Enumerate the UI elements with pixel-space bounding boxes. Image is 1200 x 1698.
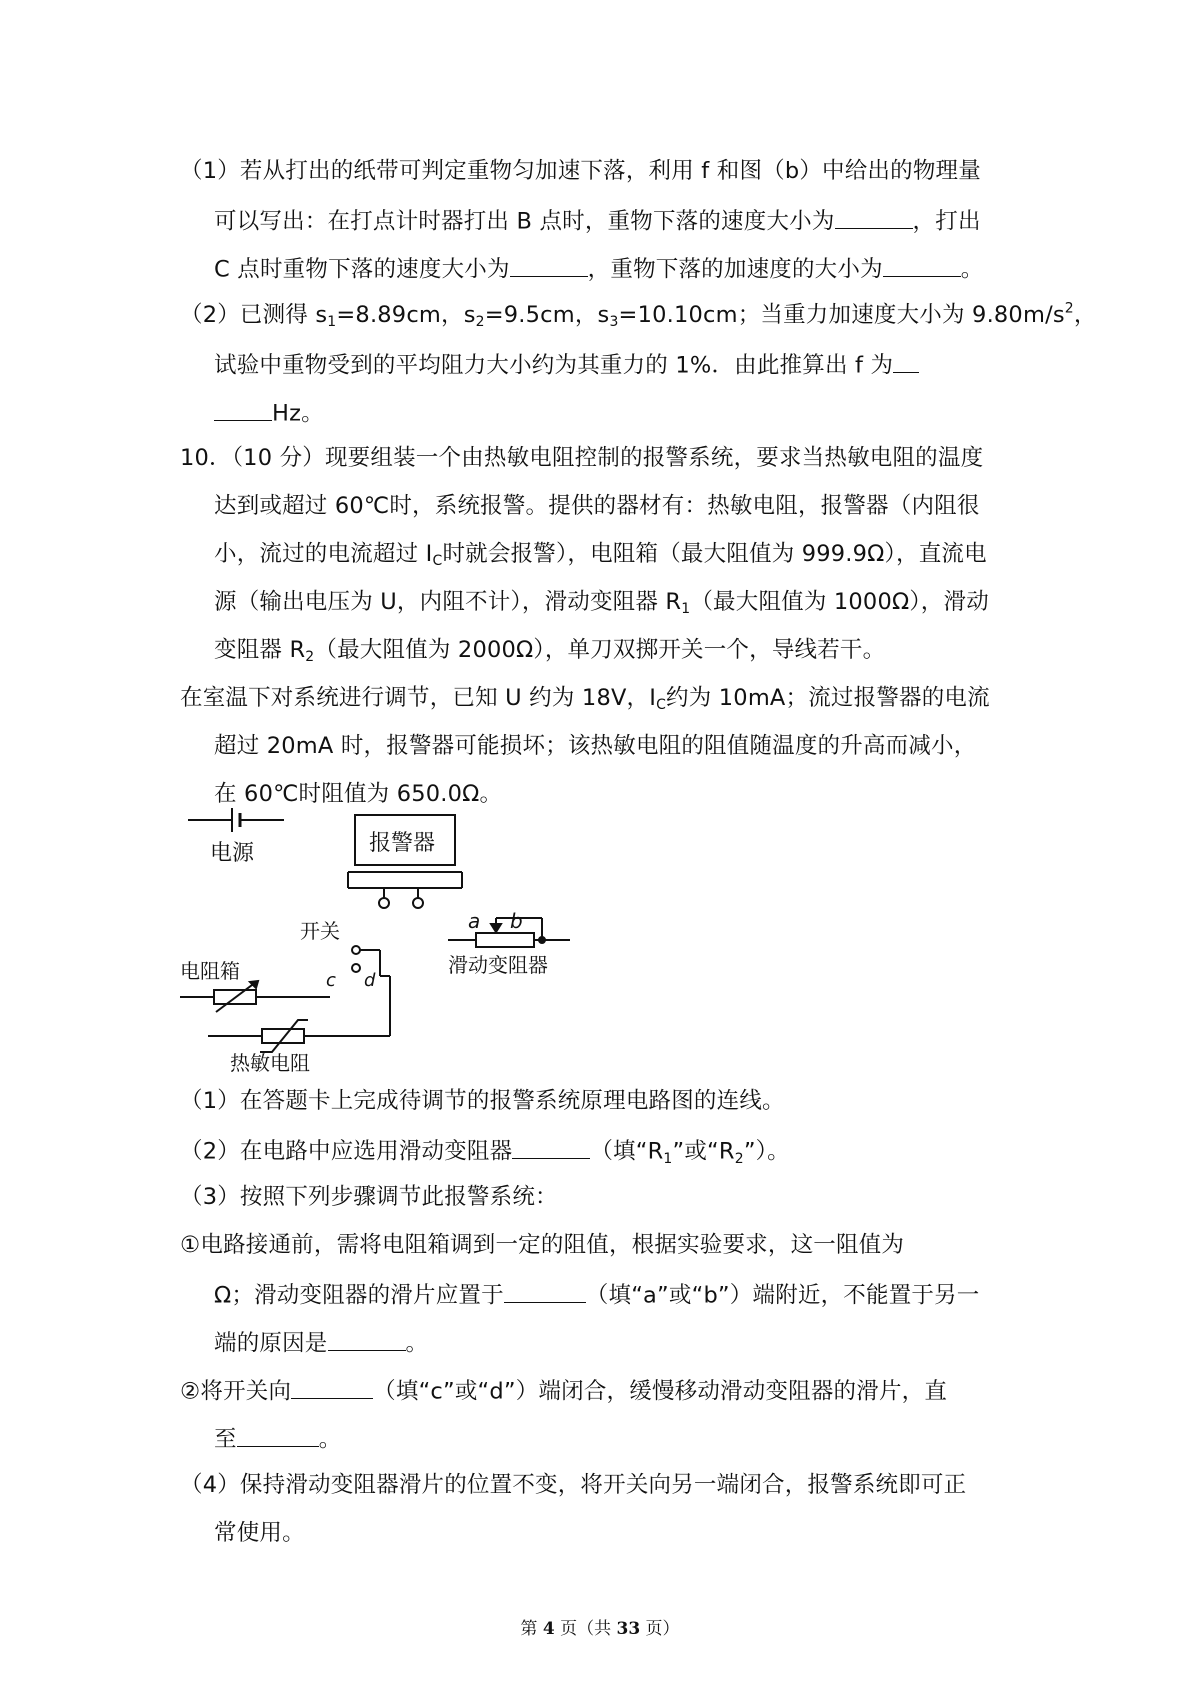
switch-d-label: d	[364, 970, 376, 991]
power-source-symbol	[188, 808, 284, 832]
q10-conditions-line2: 超过 20mA 时，报警器可能损坏；该热敏电阻的阻值随温度的升高而减小，	[214, 733, 977, 759]
q9-p1-line1: （1）若从打出的纸带可判定重物匀加速下落，利用 f 和图（b）中给出的物理量	[180, 158, 981, 184]
q10-s4-line2: 常使用。	[214, 1520, 305, 1546]
answer-blank[interactable]	[883, 252, 961, 277]
q10-step1-line2: Ω；滑动变阻器的滑片应置于 （填“a”或“b”）端附近，不能置于另一	[214, 1278, 980, 1311]
q10-intro-line3: 小，流过的电流超过 $I_C$时就会报警），电阻箱（最大阻值为 999.9Ω），直流电	[214, 541, 987, 570]
answer-blank[interactable]	[510, 252, 588, 277]
q10-s3: （3）按照下列步骤调节此报警系统：	[180, 1184, 558, 1210]
answer-blank[interactable]	[291, 1374, 373, 1399]
q10-conditions-line3: 在 60℃时阻值为 650.0Ω。	[214, 781, 503, 807]
page-number: 4	[542, 1619, 555, 1639]
q10-intro-line5: 变阻器 $R_2$（最大阻值为 2000Ω），单刀双掷开关一个，导线若干。	[214, 637, 886, 666]
q10-intro-line4: 源（输出电压为 U，内阻不计），滑动变阻器 $R_1$（最大阻值为 1000Ω），滑动	[214, 589, 989, 618]
thermistor-label: 热敏电阻	[230, 1051, 310, 1075]
terminal-a-label: a	[468, 909, 481, 933]
answer-blank[interactable]	[504, 1278, 586, 1303]
q9-p1-line3: C 点时重物下落的速度大小为 ，重物下落的加速度的大小为 。	[214, 252, 983, 285]
alarm-label: 报警器	[369, 831, 436, 856]
q10-s4-line1: （4）保持滑动变阻器滑片的位置不变，将开关向另一端闭合，报警系统即可正	[180, 1472, 967, 1498]
answer-blank[interactable]	[214, 396, 272, 421]
answer-blank[interactable]	[835, 204, 913, 229]
switch-c-label: c	[326, 970, 336, 991]
q10-s2: （2）在电路中应选用滑动变阻器 （填“$R_1$”或“$R_2$”）。	[180, 1134, 790, 1167]
q10-intro-line1: 10．（10 分）现要组装一个由热敏电阻控制的报警系统，要求当热敏电阻的温度	[180, 445, 984, 471]
rheostat-label: 滑动变阻器	[448, 953, 548, 977]
q9-p2-line1: （2）已测得 $s_1=8.89cm$，$s_2=9.5cm$，$s_3=10.10cm$；当重力加速度大小为 $9.80m/s^2$，	[180, 300, 1097, 331]
resistor-box-label: 电阻箱	[180, 959, 240, 983]
q10-conditions-line1: 在室温下对系统进行调节，已知 U 约为 18V，$I_C$约为 10mA；流过报警器的电流	[180, 685, 990, 714]
answer-blank[interactable]	[328, 1326, 406, 1351]
q9-p2-line3: Hz。	[214, 396, 324, 429]
q9-p1-line2: 可以写出：在打点计时器打出 B 点时，重物下落的速度大小为 ，打出	[214, 204, 981, 237]
q10-step2-line2: 至 。	[214, 1422, 341, 1455]
page-footer: 第 4 页（共 33 页）	[520, 1619, 680, 1639]
q10-step2-line1: ②将开关向 （填“c”或“d”）端闭合，缓慢移动滑动变阻器的滑片，直	[180, 1374, 947, 1407]
terminal-b-label: b	[510, 909, 523, 933]
q10-intro-line2: 达到或超过 60℃时，系统报警。提供的器材有：热敏电阻，报警器（内阻很	[214, 493, 980, 519]
page-total: 33	[616, 1619, 641, 1639]
q10-step1-line1: ①电路接通前，需将电阻箱调到一定的阻值，根据实验要求，这一阻值为	[180, 1232, 905, 1258]
alarm-symbol	[348, 815, 462, 908]
circuit-diagram	[180, 800, 640, 1075]
resistor-box-symbol	[180, 981, 330, 1012]
answer-blank[interactable]	[237, 1422, 319, 1447]
power-label: 电源	[210, 841, 255, 866]
q9-p2-line2: 试验中重物受到的平均阻力大小约为其重力的 1%．由此推算出 f 为	[214, 348, 919, 381]
switch-label: 开关	[300, 919, 340, 943]
thermistor-symbol	[208, 976, 390, 1052]
answer-blank[interactable]	[893, 348, 919, 373]
q10-s1: （1）在答题卡上完成待调节的报警系统原理电路图的连线。	[180, 1088, 785, 1114]
answer-blank[interactable]	[512, 1134, 590, 1159]
q10-step1-line3: 端的原因是 。	[214, 1326, 428, 1359]
rheostat-symbol	[448, 918, 570, 947]
